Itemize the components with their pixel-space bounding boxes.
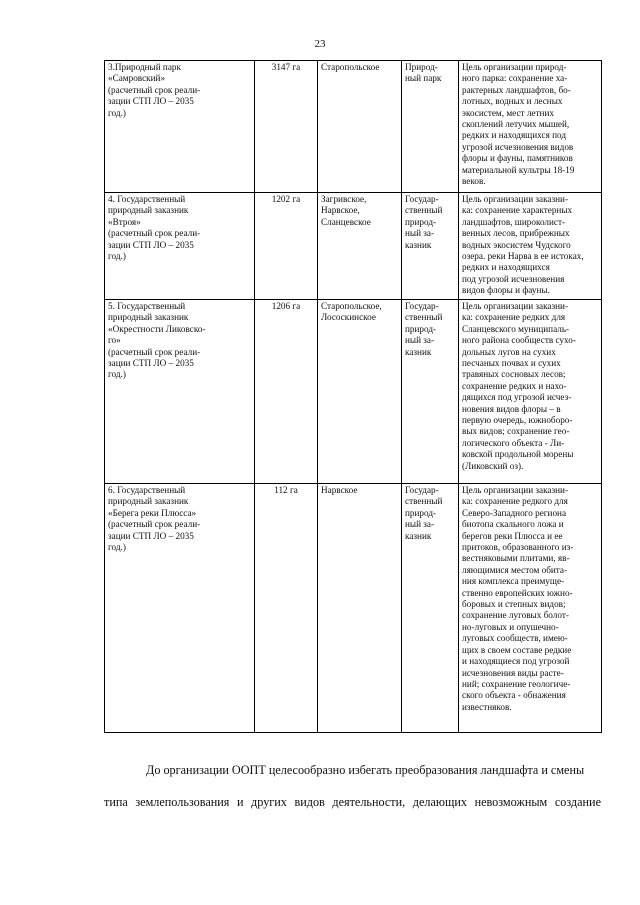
cell-name: 3.Природный парк «Самровский» (расчетный срок реали- зации СТП ЛО – 2035 год.)	[105, 61, 255, 193]
cell-location: Нарвское	[318, 484, 402, 733]
cell-area: 3147 га	[255, 61, 318, 193]
table-row	[105, 300, 602, 484]
cell-area: 112 га	[255, 484, 318, 733]
cell-category: Государ- ственный природ- ный за- казник	[402, 300, 459, 484]
cell-area: 1202 га	[255, 193, 318, 300]
cell-location: Старопольское	[318, 61, 402, 193]
cell-area: 1206 га	[255, 300, 318, 484]
table-row	[105, 61, 602, 193]
cell-goal: Цель организации природ- ного парка: сохранение ха- рактерных ландшафтов, бо- лотных, водных и лесных экосистем, мест летних скоплений летучих мышей, редких и находящихся под угрозой исчезновения видов флоры и фауны, памятников материальной культры 18-19 веков.	[459, 61, 602, 193]
page-number: 23	[314, 38, 326, 50]
body-paragraph-line-2: типа землепользования и других видов деятельности, делающих невозможным создание	[104, 795, 601, 809]
ootp-table	[104, 60, 602, 733]
cell-location: Загривское, Нарвское, Сланцевское	[318, 193, 402, 300]
cell-category: Государ- ственный природ- ный за- казник	[402, 484, 459, 733]
cell-category: Государ- ственный природ- ный за- казник	[402, 193, 459, 300]
cell-goal: Цель организации заказни- ка: сохранение редкого для Северо-Западного региона биотопа скального ложа и берегов реки Плюсса и ее притоков, образованного из- вестняковыми плитами, яв- ляющимися местом обита- ния комплекса преимуще- ственно европейских южно- боровых и степных видов; сохранение луговых болот- но-луговых и опушечно- луговых сообществ, имею- щих в своем составе редкие и находящиеся под угрозой исчезновения виды расте- ний; сохранение геологиче- ского объекта - обнажения известняков.	[459, 484, 602, 733]
body-paragraph-line-1: До организации ООПТ целесообразно избегать преобразования ландшафта и смены	[146, 763, 585, 777]
cell-category: Природ- ный парк	[402, 61, 459, 193]
cell-location: Старопольское, Лососкинское	[318, 300, 402, 484]
cell-goal: Цель организации заказни- ка: сохранение характерных ландшафтов, широколист- венных лесов, прибрежных водных экосистем Чудского озера. реки Нарва в ее истоках, редких и находящихся под угрозой исчезновения видов флоры и фауны.	[459, 193, 602, 300]
cell-name: 4. Государственный природный заказник «Втроя» (расчетный срок реали- зации СТП ЛО – 2035 год.)	[105, 193, 255, 300]
table-row	[105, 193, 602, 300]
table-row	[105, 484, 602, 733]
cell-name: 5. Государственный природный заказник «Окрестности Ликовско- го» (расчетный срок реали- зации СТП ЛО – 2035 год.)	[105, 300, 255, 484]
cell-name: 6. Государственный природный заказник «Берега реки Плюсса» (расчетный срок реали- зации СТП ЛО – 2035 год.)	[105, 484, 255, 733]
cell-goal: Цель организации заказни- ка: сохранение редких для Сланцевского муниципаль- ного района сообществ сухо- дольных лугов на сухих песчаных почвах и сухих травяных сосновых лесов; сохранение редких и нахо- дящихся под угрозой исчез- новения видов флоры – в первую очередь, южноборо- вых видов; сохранение гео- логического объекта - Ли- ковской продольной морены (Ликовский оз).	[459, 300, 602, 484]
